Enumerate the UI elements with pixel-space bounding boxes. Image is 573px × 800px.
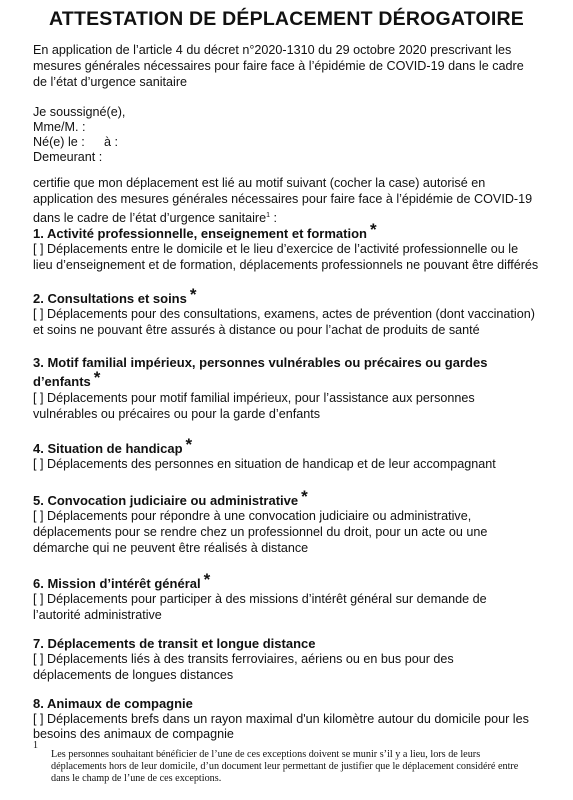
section-3-heading: 3. Motif familial impérieux, personnes vulnérables ou précaires ou gardes [33, 355, 488, 370]
checkbox-line-section-1[interactable]: [ ] Déplacements entre le domicile et le lieu d’exercice de l’activité professionnelle ou le [33, 242, 519, 256]
address-label: Demeurant : [33, 150, 103, 164]
section-7-text: déplacements de longues distances [33, 668, 234, 682]
asterisk-mark: * [301, 487, 308, 506]
asterisk-mark: * [369, 220, 377, 239]
section-5-text: déplacements pour se rendre chez un professionnel du droit, pour un acte ou une [33, 525, 488, 539]
section-7-heading: 7. Déplacements de transit et longue distance [33, 636, 316, 651]
asterisk-mark: * [93, 368, 101, 387]
checkbox-line-section-4[interactable]: [ ] Déplacements des personnes en situation de handicap et de leur accompagnant [33, 457, 496, 471]
footnote-reference: 1 [266, 212, 271, 219]
checkbox-line-section-5[interactable]: [ ] Déplacements pour répondre à une convocation judiciaire ou administrative, [33, 509, 472, 523]
birth-place-label: à : [104, 135, 119, 149]
section-1-text: lieu d’enseignement et de formation, déplacements professionnels ne pouvant être différés [33, 258, 539, 272]
birth-date-label: Né(e) le : [33, 135, 85, 149]
section-5-text: démarche qui ne peuvent être réalisés à distance [33, 541, 309, 555]
intro-line: En application de l’article 4 du décret n°2020-1310 du 29 octobre 2020 prescrivant les [33, 43, 512, 57]
soussigne-label: Je soussigné(e), [33, 105, 126, 119]
checkbox-line-section-8[interactable]: [ ] Déplacements brefs dans un rayon maximal d'un kilomètre autour du domicile pour les [33, 712, 529, 726]
asterisk-mark: * [185, 435, 193, 454]
certifie-line: application des mesures générales nécessaires pour faire face à l’épidémie de COVID-19 [33, 192, 533, 206]
footnote-line: déplacements hors de leur domicile, d’un document leur permettant de justifier que le déplacement considéré entre [51, 761, 519, 772]
checkbox-line-section-6[interactable]: [ ] Déplacements pour participer à des missions d’intérêt général sur demande de [33, 592, 487, 606]
certifie-line: certifie que mon déplacement est lié au motif suivant (cocher la case) autorisé en [33, 176, 486, 190]
document-title: ATTESTATION DE DÉPLACEMENT DÉROGATOIRE [49, 8, 524, 30]
checkbox-line-section-3[interactable]: [ ] Déplacements pour motif familial impérieux, pour l’assistance aux personnes [33, 391, 475, 405]
certifie-line: dans le cadre de l’état d’urgence sanitaire$^1$ : [33, 211, 278, 226]
section-3-text: vulnérables ou précaires ou pour la garde d’enfants [33, 407, 321, 421]
section-2-heading: 2. Consultations et soins * [33, 285, 197, 306]
section-6-heading: 6. Mission d’intérêt général * [33, 570, 211, 591]
footnote-line: dans le champ de l’une de ces exceptions. [51, 773, 222, 784]
section-5-heading: 5. Convocation judiciaire ou administrative * [33, 487, 308, 508]
section-8-text: besoins des animaux de compagnie [33, 727, 234, 741]
asterisk-mark: * [189, 285, 197, 304]
intro-line: de l’état d’urgence sanitaire [33, 75, 188, 89]
checkbox-line-section-7[interactable]: [ ] Déplacements liés à des transits ferroviaires, aériens ou en bus pour des [33, 652, 454, 666]
section-8-heading: 8. Animaux de compagnie [33, 696, 193, 711]
checkbox-line-section-2[interactable]: [ ] Déplacements pour des consultations, examens, actes de prévention (dont vaccination) [33, 307, 535, 321]
footnote-number: 1 [33, 740, 38, 751]
section-1-heading: 1. Activité professionnelle, enseignement et formation * [33, 220, 377, 241]
section-3-heading-cont: d’enfants * [33, 368, 101, 389]
footnote-line: Les personnes souhaitant bénéficier de l’une de ces exceptions doivent se munir s’il y a lieu, lors de leurs [51, 749, 481, 760]
section-6-text: l’autorité administrative [33, 608, 162, 622]
intro-line: mesures générales nécessaires pour faire face à l’épidémie de COVID-19 dans le cadre [33, 59, 524, 73]
name-field-label: Mme/M. : [33, 120, 86, 134]
section-4-heading: 4. Situation de handicap * [33, 435, 193, 456]
section-2-text: et soins ne pouvant être assurés à distance ou pour l’achat de produits de santé [33, 323, 480, 337]
asterisk-mark: * [203, 570, 211, 589]
